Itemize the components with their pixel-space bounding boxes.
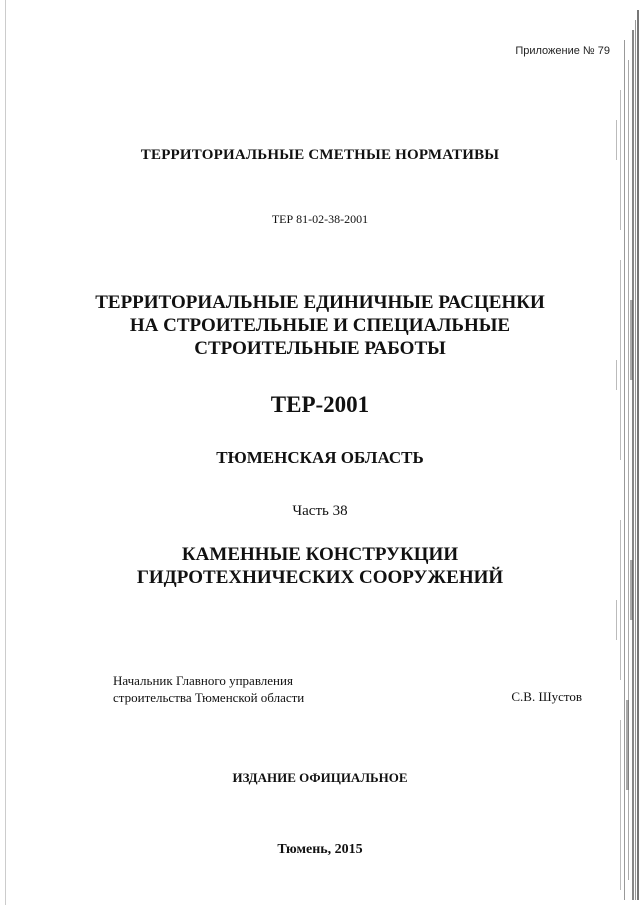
position-line: Начальник Главного управления [113,673,293,688]
document-code: ТЕР 81-02-38-2001 [271,212,369,226]
document-title [0,291,640,360]
title-line: ТЕРРИТОРИАЛЬНЫЕ ЕДИНИЧНЫЕ РАСЦЕНКИ [95,292,545,313]
header-title: ТЕРРИТОРИАЛЬНЫЕ СМЕТНЫЕ НОРМАТИВЫ [140,147,500,163]
signatory-position [113,672,304,706]
part-subject [0,543,640,589]
subject-line: ГИДРОТЕХНИЧЕСКИХ СООРУЖЕНИЙ [136,567,504,588]
position-line: строительства Тюменской области [113,690,305,705]
appendix-label: Приложение № 79 [515,45,610,57]
title-line: СТРОИТЕЛЬНЫЕ РАБОТЫ [194,338,446,359]
ter-label: ТЕР-2001 [270,392,370,417]
title-line: НА СТРОИТЕЛЬНЫЕ И СПЕЦИАЛЬНЫЕ [129,315,511,336]
city-year: Тюмень, 2015 [277,842,363,857]
edition-label: ИЗДАНИЕ ОФИЦИАЛЬНОЕ [232,770,408,785]
region-label: ТЮМЕНСКАЯ ОБЛАСТЬ [216,448,424,467]
part-label: Часть 38 [292,503,348,519]
signatory-name: С.В. Шустов [511,689,582,704]
subject-line: КАМЕННЫЕ КОНСТРУКЦИИ [181,544,459,565]
